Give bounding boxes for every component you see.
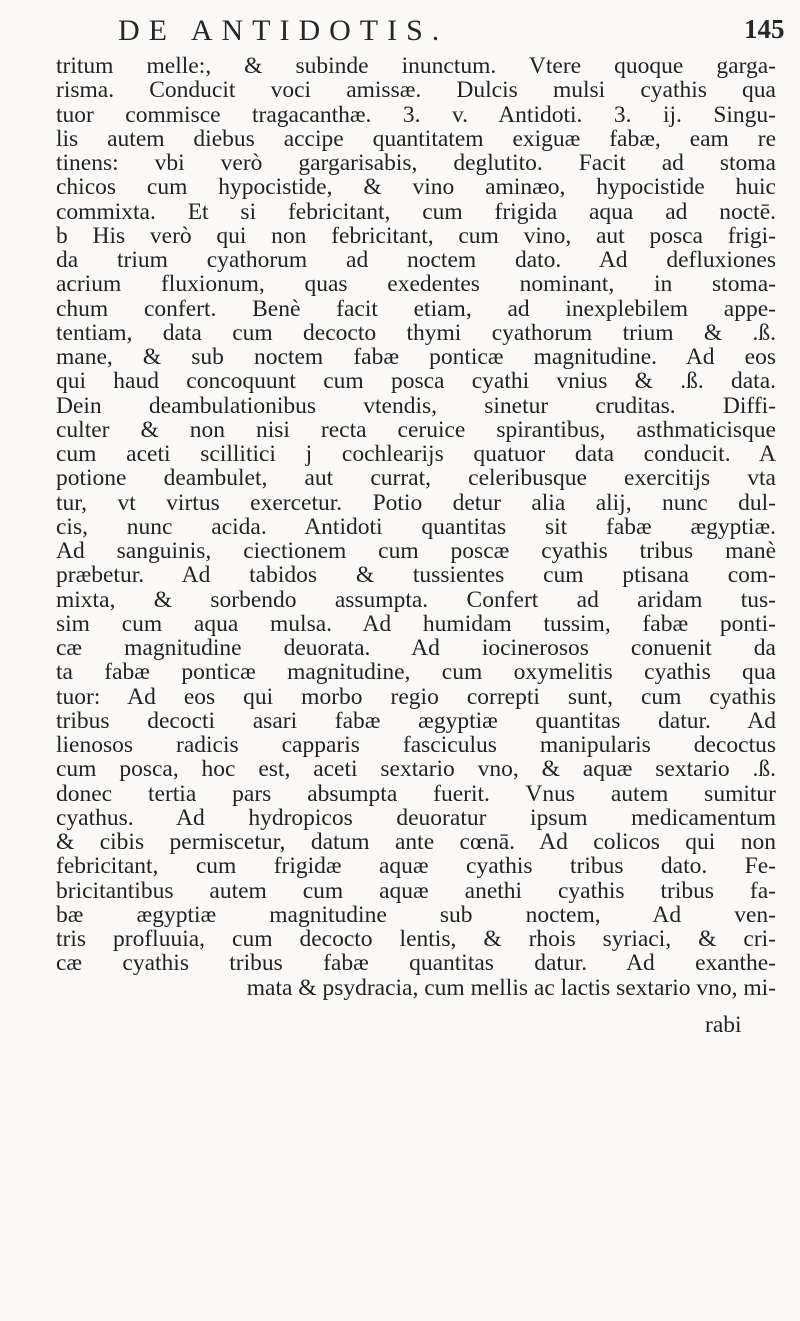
text-line: mane, & sub noctem fabæ ponticæ magnitudine. Ad eos bbox=[56, 344, 776, 370]
text-line: tinens: vbi verò gargarisabis, deglutito. Facit ad stoma bbox=[56, 150, 776, 176]
text-line: tentiam, data cum decocto thymi cyathorum trium & .ß. bbox=[56, 319, 776, 346]
text-line: tritum melle:, & subinde inunctum. Vtere quoque garga- bbox=[56, 53, 776, 79]
text-line: & cibis permiscetur, datum ante cœnā. Ad colicos qui non bbox=[56, 829, 776, 855]
text-line: risma. Conducit voci amissæ. Dulcis mulsi cyathis qua bbox=[56, 77, 776, 104]
text-line: qui haud concoquunt cum posca cyathi vnius & .ß. data. bbox=[56, 368, 776, 395]
text-line: potione deambulet, aut currat, celeribusque exercitijs vta bbox=[56, 465, 776, 492]
text-line: tris profluuia, cum decocto lentis, & rhois syriaci, & cri- bbox=[56, 926, 776, 952]
text-line: da trium cyathorum ad noctem dato. Ad defluxiones bbox=[56, 247, 776, 273]
text-line: tur, vt virtus exercetur. Potio detur alia alij, nunc dul- bbox=[56, 489, 776, 516]
text-line: Dein deambulationibus vtendis, sinetur cruditas. Diffi- bbox=[56, 392, 776, 419]
text-line: bricitantibus autem cum aquæ anethi cyathis tribus fa- bbox=[56, 877, 776, 904]
text-line: cis, nunc acida. Antidoti quantitas sit fabæ ægyptiæ. bbox=[56, 513, 776, 540]
text-line: commixta. Et si febricitant, cum frigida aqua ad noctē. bbox=[56, 198, 776, 225]
text-line: cum aceti scillitici j cochlearijs quatuor data conducit. A bbox=[56, 441, 776, 467]
page-number: 145 bbox=[744, 14, 785, 44]
text-line: febricitant, cum frigidæ aquæ cyathis tribus dato. Fe- bbox=[56, 853, 776, 880]
text-line: cæ magnitudine deuorata. Ad iocinerosos conuenit da bbox=[56, 635, 776, 661]
text-line: lienosos radicis capparis fasciculus manipularis decoctus bbox=[56, 732, 776, 758]
text-line: culter & non nisi recta ceruice spirantibus, asthmaticisque bbox=[56, 416, 776, 443]
text-line: b His verò qui non febricitant, cum vino, aut posca frigi- bbox=[56, 222, 776, 249]
catchword: rabi bbox=[705, 1012, 742, 1038]
running-title: DE ANTIDOTIS. bbox=[118, 14, 449, 47]
text-line: tuor: Ad eos qui morbo regio correpti sunt, cum cyathis bbox=[56, 683, 776, 710]
text-line: Ad sanguinis, ciectionem cum poscæ cyathis tribus manè bbox=[56, 538, 776, 564]
text-line: cæ cyathis tribus fabæ quantitas datur. Ad exanthe- bbox=[56, 950, 776, 977]
running-head bbox=[0, 14, 800, 48]
text-line: ta fabæ ponticæ magnitudine, cum oxymelitis cyathis qua bbox=[56, 659, 776, 686]
text-line: tuor commisce tragacanthæ. 3. v. Antidoti. 3. ij. Singu- bbox=[56, 101, 776, 128]
text-line: sim cum aqua mulsa. Ad humidam tussim, fabæ ponti- bbox=[56, 610, 776, 637]
text-line: mixta, & sorbendo assumpta. Confert ad aridam tus- bbox=[56, 586, 776, 613]
text-line: mata & psydracia, cum mellis ac lactis sextario vno, mi- bbox=[246, 974, 776, 1001]
text-line: tribus decocti asari fabæ ægyptiæ quantitas datur. Ad bbox=[56, 707, 776, 734]
text-line: lis autem diebus accipe quantitatem exiguæ fabæ, eam re bbox=[56, 125, 776, 152]
text-line: donec tertia pars absumpta fuerit. Vnus autem sumitur bbox=[56, 780, 776, 807]
text-line: bæ ægyptiæ magnitudine sub noctem, Ad ven- bbox=[56, 901, 776, 928]
text-line: chicos cum hypocistide, & vino aminæo, hypocistide huic bbox=[56, 174, 776, 201]
text-line: cyathus. Ad hydropicos deuoratur ipsum medicamentum bbox=[56, 804, 776, 831]
text-line: acrium fluxionum, quas exedentes nominant, in stoma- bbox=[56, 271, 776, 298]
text-line: cum posca, hoc est, aceti sextario vno, & aquæ sextario .ß. bbox=[56, 756, 776, 783]
text-line: chum confert. Benè facit etiam, ad inexplebilem appe- bbox=[56, 295, 776, 322]
text-line: præbetur. Ad tabidos & tussientes cum ptisana com- bbox=[56, 562, 776, 589]
